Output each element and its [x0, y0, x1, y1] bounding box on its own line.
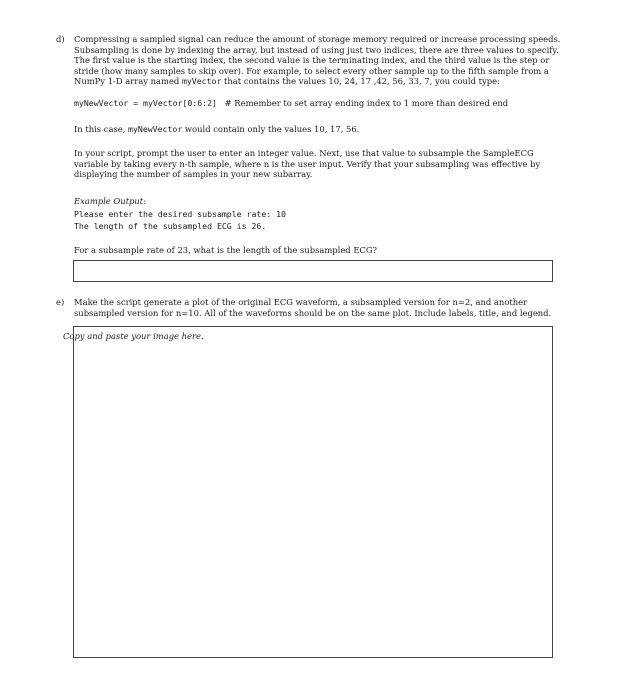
result-line: [74, 124, 574, 135]
intro-last-pre: NumPy 1-D array named: [74, 76, 182, 87]
part-e-line-1: Make the script generate a plot of the original ECG waveform, a subsampled version for n=2, and another: [74, 297, 528, 307]
instructions-line-1: In your script, prompt the user to enter an integer value. Next, use that value to subsample the SampleECG: [74, 148, 534, 158]
code-comment: # Remember to set array ending index to 1 more than desired end: [224, 98, 509, 108]
part-d-question: For a subsample rate of 23, what is the length of the subsampled ECG?: [74, 245, 378, 255]
part-e-letter: e): [56, 297, 65, 307]
result-code: myNewVector: [128, 124, 183, 134]
result-post: would contain only the values 10, 17, 56.: [182, 124, 360, 134]
instructions-line-3: displaying the number of samples in your new subarray.: [74, 169, 313, 180]
intro-last-post: that contains the values 10, 24, 17 ,42, 56, 33, 7, you could type:: [221, 76, 500, 87]
answer-box-d[interactable]: [73, 260, 553, 282]
intro-line-1: Compressing a sampled signal can reduce the amount of storage memory required or increase processing speeds.: [74, 34, 561, 44]
example-label: Example Output:: [74, 196, 146, 206]
instructions-line-2: variable by taking every n-th sample, where n is the user input. Verify that your subsampling was effective by: [74, 158, 541, 169]
intro-line-2: Subsampling is done by indexing the array, but instead of using just two indices, there are three values to specify.: [74, 44, 559, 55]
code-example: myNewVector = myVector[0:6:2]: [74, 98, 217, 108]
image-placeholder-text: Copy and paste your image here.: [63, 331, 204, 341]
part-d-instructions: [74, 148, 574, 180]
part-e-text: [74, 297, 574, 318]
example-output-2: The length of the subsampled ECG is 26.: [74, 221, 267, 231]
intro-line-4: stride (how many samples to skip over). For example, to select every other sample up to the fifth sample from a: [74, 65, 549, 76]
intro-line-3: The first value is the starting index, the second value is the terminating index, and the third value is the step or: [74, 55, 550, 66]
intro-line-5: [74, 76, 574, 87]
intro-last-code: myVector: [181, 76, 222, 87]
image-answer-box[interactable]: [73, 326, 553, 658]
code-example-line: [74, 98, 574, 109]
result-pre: In this case,: [74, 124, 129, 134]
part-e-line-2: subsampled version for n=10. All of the waveforms should be on the same plot. Include labels, title, and legend.: [74, 307, 552, 318]
part-d-intro: [74, 34, 574, 87]
part-d-letter: d): [56, 34, 65, 44]
example-output-1: Please enter the desired subsample rate: 10: [74, 209, 286, 219]
